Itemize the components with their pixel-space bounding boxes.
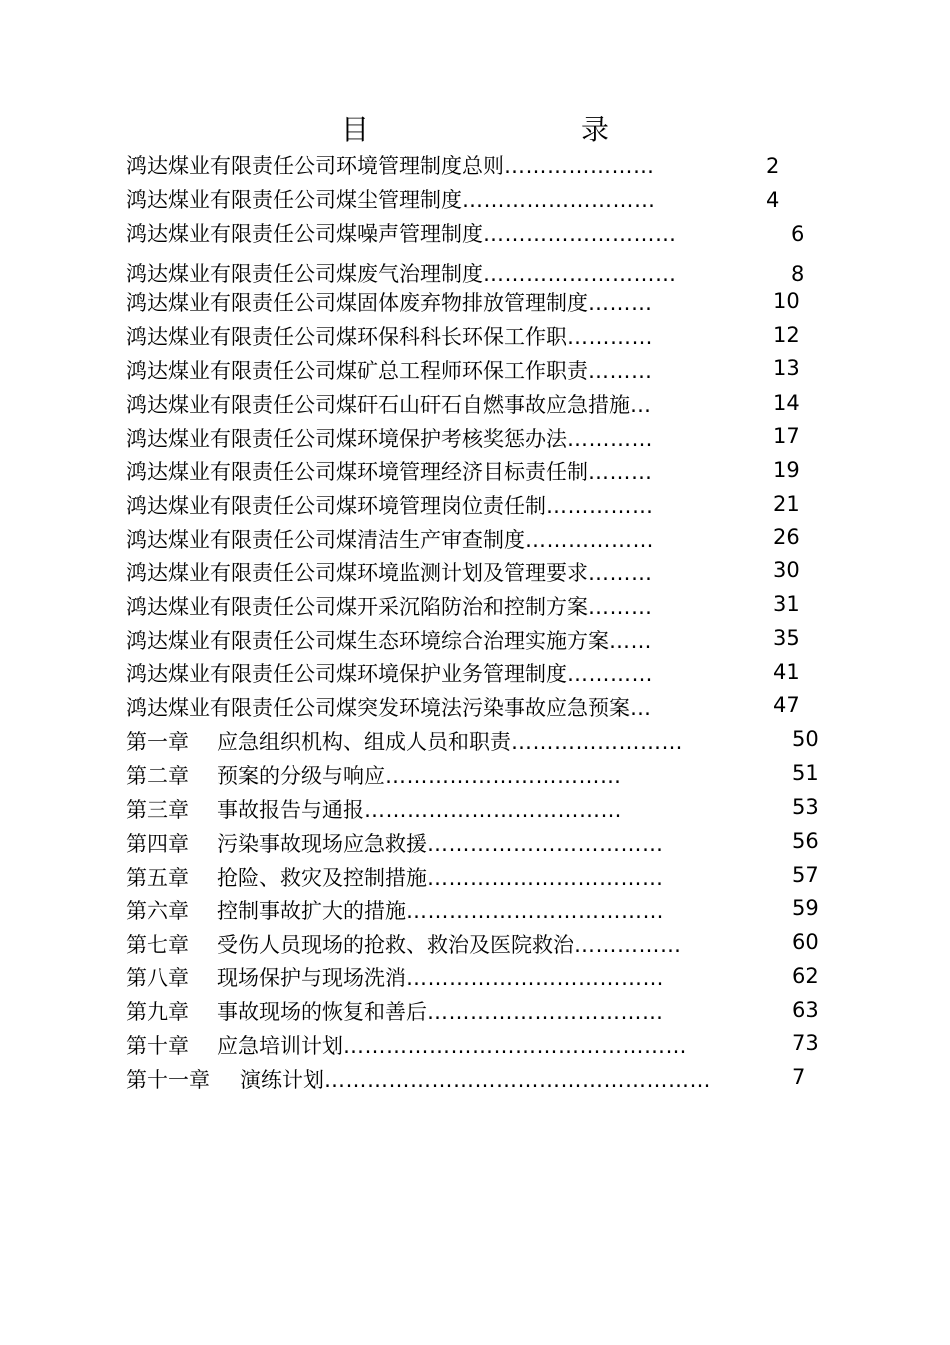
toc-page-number: 35: [773, 626, 800, 650]
toc-entry[interactable]: [126, 558, 653, 588]
toc-entry-title: 鸿达煤业有限责任公司环境管理制度总则: [126, 154, 504, 178]
toc-leader-dots: ……………………………: [427, 866, 664, 890]
chapter-number: 第十一章: [126, 1068, 210, 1092]
toc-entry-title: 鸿达煤业有限责任公司煤突发环境法污染事故应急预案: [126, 696, 630, 720]
toc-entry[interactable]: [126, 288, 653, 318]
toc-entry[interactable]: [126, 185, 656, 215]
chapter-number: 第六章: [126, 899, 189, 923]
toc-page-number: 26: [773, 525, 800, 549]
toc-entry-title: 鸿达煤业有限责任公司煤环境监测计划及管理要求: [126, 561, 588, 585]
toc-page-number: 63: [792, 998, 819, 1022]
toc-leader-dots: ………: [588, 359, 653, 383]
toc-entry-title: 鸿达煤业有限责任公司煤环境保护业务管理制度: [126, 662, 567, 686]
toc-leader-dots: …: [630, 393, 652, 417]
chapter-title: 污染事故现场应急救援: [217, 832, 427, 856]
toc-page-number: 6: [791, 222, 805, 246]
toc-page-number: 62: [792, 964, 819, 988]
toc-entry-title: 鸿达煤业有限责任公司煤环境管理岗位责任制: [126, 494, 546, 518]
toc-entry[interactable]: [126, 151, 655, 181]
toc-page-number: 13: [773, 356, 800, 380]
toc-page-number: 60: [792, 930, 819, 954]
toc-page-number: 10: [773, 289, 800, 313]
toc-chapter[interactable]: [126, 761, 622, 791]
toc-entry[interactable]: [126, 259, 677, 289]
toc-page-number: 73: [792, 1031, 819, 1055]
toc-entry[interactable]: [126, 322, 653, 352]
toc-entry-title: 鸿达煤业有限责任公司煤环境管理经济目标责任制: [126, 460, 588, 484]
toc-page-number: 14: [773, 391, 800, 415]
toc-chapter[interactable]: [126, 963, 664, 993]
toc-entry-title: 鸿达煤业有限责任公司煤矿总工程师环保工作职责: [126, 359, 588, 383]
chapter-number: 第三章: [126, 798, 189, 822]
toc-leader-dots: ……………………………: [427, 1000, 664, 1024]
chapter-title: 预案的分级与响应: [217, 764, 385, 788]
toc-page-number: 21: [773, 492, 800, 516]
toc-chapter[interactable]: [126, 829, 664, 859]
toc-entry[interactable]: [126, 356, 653, 386]
chapter-number: 第九章: [126, 1000, 189, 1024]
toc-page-number: 47: [773, 693, 800, 717]
chapter-title: 事故报告与通报: [217, 798, 364, 822]
toc-page-number: 31: [773, 592, 800, 616]
toc-leader-dots: ……………: [574, 933, 682, 957]
toc-leader-dots: ……………………………: [427, 832, 664, 856]
toc-leader-dots: ………………………: [483, 222, 677, 246]
toc-entry-title: 鸿达煤业有限责任公司煤废气治理制度: [126, 262, 483, 286]
chapter-number: 第七章: [126, 933, 189, 957]
toc-entry[interactable]: [126, 390, 652, 420]
toc-chapter[interactable]: [126, 863, 664, 893]
toc-page-number: 17: [773, 424, 800, 448]
chapter-number: 第十章: [126, 1034, 189, 1058]
toc-leader-dots: …………: [567, 427, 653, 451]
toc-entry-title: 鸿达煤业有限责任公司煤环境保护考核奖惩办法: [126, 427, 567, 451]
toc-page-number: 30: [773, 558, 800, 582]
toc-page-number: 8: [791, 262, 805, 286]
toc-leader-dots: ………………………: [483, 262, 677, 286]
toc-leader-dots: …………: [567, 325, 653, 349]
toc-leader-dots: ………: [588, 291, 653, 315]
toc-leader-dots: …………: [567, 662, 653, 686]
toc-leader-dots: ……………………: [511, 730, 683, 754]
toc-page-number: 56: [792, 829, 819, 853]
toc-page-number: 51: [792, 761, 819, 785]
toc-page-number: 57: [792, 863, 819, 887]
chapter-title: 应急组织机构、组成人员和职责: [217, 730, 511, 754]
chapter-number: 第二章: [126, 764, 189, 788]
toc-entry[interactable]: [126, 525, 654, 555]
toc-page-number: 53: [792, 795, 819, 819]
toc-chapter[interactable]: [126, 997, 664, 1027]
toc-leader-dots: ……………………………: [385, 764, 622, 788]
toc-page-number: 59: [792, 896, 819, 920]
toc-entry-title: 鸿达煤业有限责任公司煤清洁生产审查制度: [126, 528, 525, 552]
toc-entry[interactable]: [126, 592, 653, 622]
toc-leader-dots: ………………………………: [406, 966, 664, 990]
toc-entry-title: 鸿达煤业有限责任公司煤固体废弃物排放管理制度: [126, 291, 588, 315]
toc-entry[interactable]: [126, 693, 652, 723]
chapter-number: 第五章: [126, 866, 189, 890]
toc-entry-title: 鸿达煤业有限责任公司煤生态环境综合治理实施方案: [126, 629, 609, 653]
toc-page-number: 19: [773, 458, 800, 482]
toc-leader-dots: ………: [588, 595, 653, 619]
toc-leader-dots: ………: [588, 561, 653, 585]
toc-leader-dots: …………………………………………: [343, 1034, 687, 1058]
toc-page-number: 7: [792, 1065, 806, 1089]
chapter-number: 第一章: [126, 730, 189, 754]
toc-chapter[interactable]: [126, 896, 664, 926]
toc-leader-dots: ……: [609, 629, 652, 653]
toc-entry[interactable]: [126, 424, 653, 454]
toc-leader-dots: ……………: [546, 494, 654, 518]
toc-chapter[interactable]: [126, 1065, 711, 1095]
chapter-title: 应急培训计划: [217, 1034, 343, 1058]
toc-chapter[interactable]: [126, 795, 622, 825]
chapter-title: 抢险、救灾及控制措施: [217, 866, 427, 890]
toc-page-number: 41: [773, 660, 800, 684]
toc-entry[interactable]: [126, 626, 652, 656]
toc-leader-dots: ………: [588, 460, 653, 484]
toc-entry[interactable]: [126, 219, 677, 249]
toc-chapter[interactable]: [126, 1031, 687, 1061]
toc-entry[interactable]: [126, 659, 653, 689]
toc-leader-dots: ………………………………: [364, 798, 622, 822]
toc-entry[interactable]: [126, 491, 654, 521]
toc-page-number: 12: [773, 323, 800, 347]
toc-page-number: 50: [792, 727, 819, 751]
toc-entry[interactable]: [126, 457, 653, 487]
toc-title: 目 录: [340, 113, 661, 146]
toc-entry-title: 鸿达煤业有限责任公司煤噪声管理制度: [126, 222, 483, 246]
chapter-number: 第八章: [126, 966, 189, 990]
chapter-number: 第四章: [126, 832, 189, 856]
chapter-title: 现场保护与现场洗消: [217, 966, 406, 990]
toc-leader-dots: ………………………………: [406, 899, 664, 923]
chapter-title: 事故现场的恢复和善后: [217, 1000, 427, 1024]
toc-leader-dots: ………………………………………………: [324, 1068, 711, 1092]
toc-entry-title: 鸿达煤业有限责任公司煤开采沉陷防治和控制方案: [126, 595, 588, 619]
toc-chapter[interactable]: [126, 727, 683, 757]
toc-entry-title: 鸿达煤业有限责任公司煤矸石山矸石自燃事故应急措施: [126, 393, 630, 417]
toc-entry-title: 鸿达煤业有限责任公司煤环保科科长环保工作职: [126, 325, 567, 349]
toc-leader-dots: ………………………: [462, 188, 656, 212]
chapter-title: 演练计划: [240, 1068, 324, 1092]
toc-page-number: 2: [766, 154, 780, 178]
toc-leader-dots: …………………: [504, 154, 655, 178]
toc-leader-dots: …: [630, 696, 652, 720]
toc-entry-title: 鸿达煤业有限责任公司煤尘管理制度: [126, 188, 462, 212]
chapter-title: 受伤人员现场的抢救、救治及医院救治: [217, 933, 574, 957]
chapter-title: 控制事故扩大的措施: [217, 899, 406, 923]
toc-chapter[interactable]: [126, 930, 682, 960]
toc-leader-dots: ………………: [525, 528, 654, 552]
toc-page-number: 4: [766, 188, 780, 212]
